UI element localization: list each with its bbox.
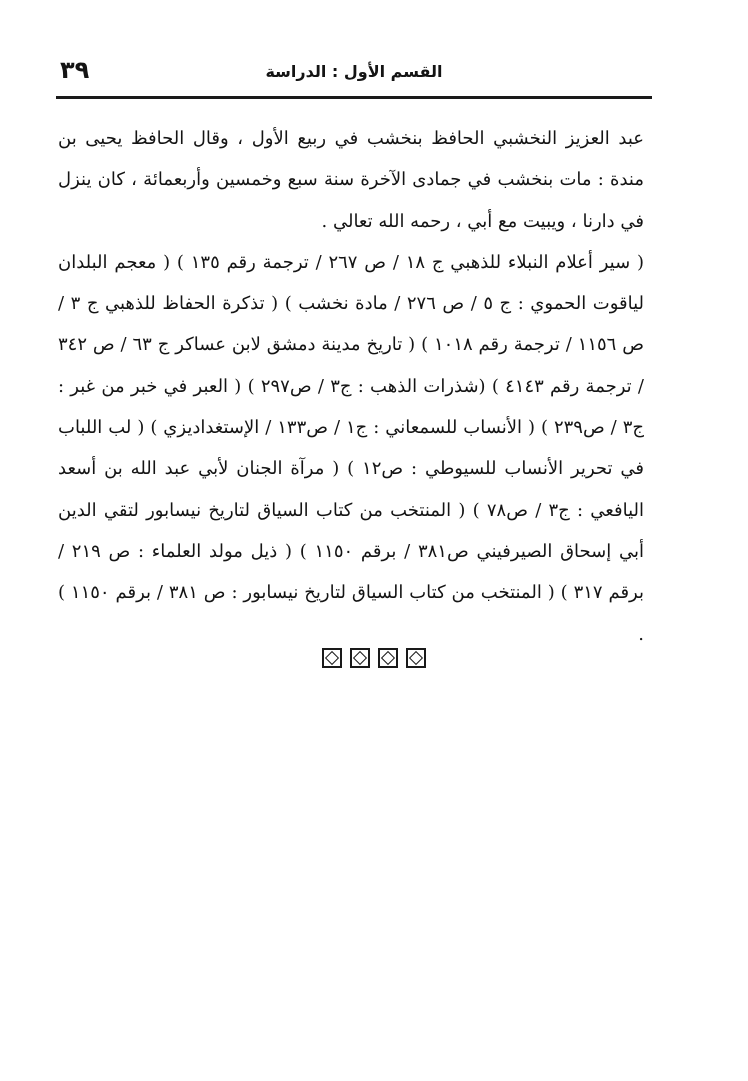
page-number: ٣٩ (60, 56, 90, 84)
ornament-square-icon (406, 648, 426, 668)
ornament-square-icon (350, 648, 370, 668)
body-text (58, 118, 644, 655)
running-header (56, 56, 652, 96)
paragraph-references: ( سير أعلام النبلاء للذهبي ج ١٨ / ص ٢٦٧ / ترجمة رقم ١٣٥ ) ( معجم البلدان لياقوت الحموي : ج ٥ / ص ٢٧٦ / مادة نخشب ) ( تذكرة الحفاظ للذهبي ج ٣ / ص ١١٥٦ / ترجمة رقم ١٠١٨ ) ( تاريخ مدينة دمشق لابن عساكر ج ٦٣ / ص ٣٤٢ / ترجمة رقم ٤١٤٣ ) (شذرات الذهب : ج٣ / ص٢٩٧ ) ( العبر في خبر من غبر : ج٣ / ص٢٣٩ ) ( الأنساب للسمعاني : ج١ / ص١٣٣ / الإستغداديزي ) ( لب اللباب في تحرير الأنساب للسيوطي : ص١٢ ) ( مرآة الجنان لأبي عبد الله بن أسعد اليافعي : ج٣ / ص٧٨ ) ( المنتخب من كتاب السياق لتاريخ نيسابور لتقي الدين أبي إسحاق الصيرفيني ص٣٨١ / برقم ١١٥٠ ) ( ذيل مولد العلماء : ص ٢١٩ / برقم ٣١٧ ) ( المنتخب من كتاب السياق لتاريخ نيسابور : ص ٣٨١ / برقم ١١٥٠ ) . (58, 251, 644, 645)
paragraph-main: عبد العزيز النخشبي الحافظ بنخشب في ربيع الأول ، وقال الحافظ يحيى بن مندة : مات بنخشب في جمادى الآخرة سنة سبع وخمسين وأربعمائة ، كان ينزل في دارنا ، ويبيت مع أبي ، رحمه الله تعالي . (58, 128, 644, 232)
section-end-ornament (0, 648, 748, 674)
ornament-square-icon (322, 648, 342, 668)
ornament-square-icon (378, 648, 398, 668)
header-divider (56, 96, 652, 99)
header-title: القسم الأول : الدراسة (265, 62, 443, 81)
